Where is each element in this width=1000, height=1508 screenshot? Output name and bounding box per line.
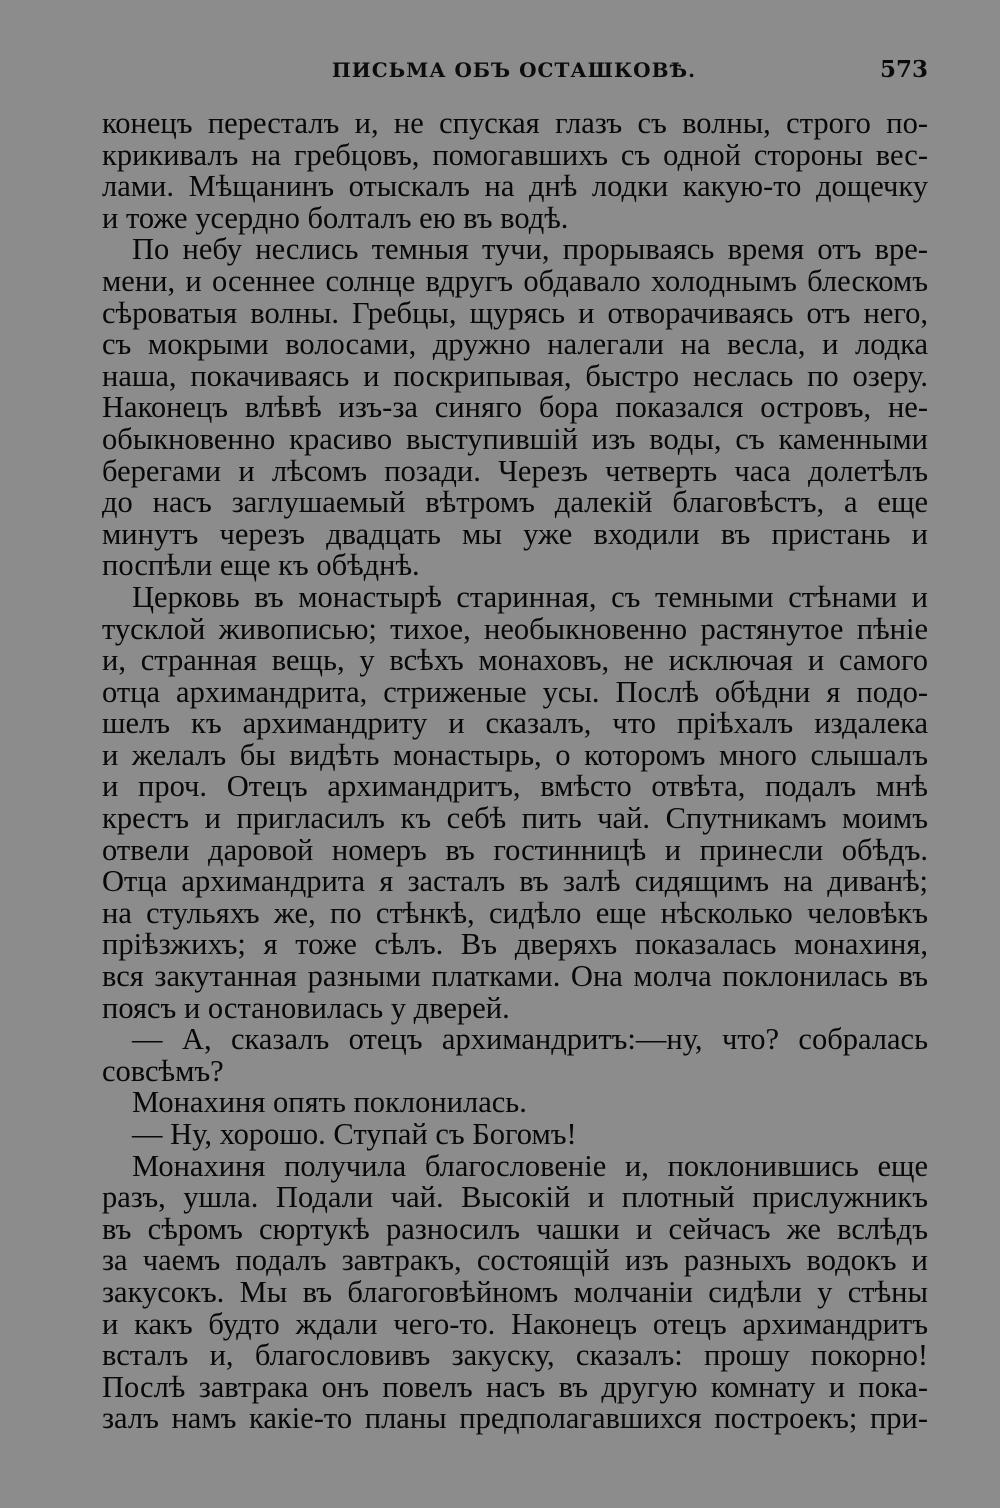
text-line: конецъ пересталъ и, не спуская глазъ съ волны, строго по- (102, 106, 928, 140)
text-line: разъ, ушла. Подали чай. Высокій и плотный прислужникъ (102, 1180, 928, 1215)
text-line: шелъ къ архимандриту и сказалъ, что пріѣхалъ издалека (102, 706, 928, 741)
text-line: поясъ и остановилась у дверей. (102, 990, 510, 1025)
text-line: на стульяхъ же, по стѣнкѣ, сидѣло еще нѣсколько человѣкъ (102, 895, 928, 930)
page-number: 573 (879, 56, 928, 83)
text-line: — Ну, хорошо. Ступай съ Богомъ! (132, 1117, 577, 1151)
running-title: ПИСЬМА ОБЪ ОСТАШКОВѢ. (331, 58, 697, 82)
text-line: обыкновенно красиво выступившій изъ воды, съ каменными (102, 421, 928, 456)
text-line: крикивалъ на гребцовъ, помогавшихъ съ одной стороны вес- (102, 137, 928, 172)
text-line: отвели даровой номеръ въ гостинницѣ и принесли обѣдъ. (102, 832, 928, 867)
text-line: за чаемъ подалъ завтракъ, состоящій изъ разныхъ водокъ и (102, 1243, 928, 1278)
text-line: всталъ и, благословивъ закуску, сказалъ: прошу покорно! (102, 1338, 928, 1373)
text-line: Монахиня получила благословеніе и, поклонившись еще (132, 1148, 928, 1183)
body-text (102, 108, 928, 1435)
text-line: и желалъ бы видѣть монастырь, о которомъ много слышалъ (102, 737, 928, 772)
text-line: сѣроватыя волны. Гребцы, щурясь и отворачиваясь отъ него, (102, 295, 928, 330)
text-line: и какъ будто ждали чего-то. Наконецъ отецъ архимандритъ (102, 1306, 928, 1341)
running-head (100, 54, 928, 88)
text-line: Отца архимандрита я засталъ въ залѣ сидящимъ на диванѣ; (102, 864, 928, 899)
text-line: Монахиня опять поклонилась. (132, 1085, 527, 1120)
text-line: Послѣ завтрака онъ повелъ насъ въ другую комнату и пока- (102, 1369, 928, 1404)
text-line: отца архимандрита, стриженые усы. Послѣ обѣдни я подо- (102, 674, 928, 709)
text-line: и, странная вещь, у всѣхъ монаховъ, не исключая и самого (102, 643, 928, 678)
text-line: закусокъ. Мы въ благоговѣйномъ молчаніи сидѣли у стѣны (102, 1274, 928, 1309)
text-line: тусклой живописью; тихое, необыкновенно растянутое пѣніе (102, 611, 928, 646)
text-line: мени, и осеннее солнце вдругъ обдавало холоднымъ блескомъ (102, 263, 928, 298)
text-line: съ мокрыми волосами, дружно налегали на весла, и лодка (102, 327, 928, 362)
text-line: Наконецъ влѣвѣ изъ-за синяго бора показался островъ, не- (102, 390, 928, 425)
text-line: берегами и лѣсомъ позади. Черезъ четверть часа долетѣлъ (102, 453, 928, 488)
text-line: залъ намъ какіе-то планы предполагавшихся построекъ; при- (102, 1401, 928, 1436)
text-line: и тоже усердно болталъ ею въ водѣ. (102, 200, 569, 235)
text-line: — А, сказалъ отецъ архимандритъ:—ну, что? собралась (132, 1022, 928, 1057)
text-line: и проч. Отецъ архимандритъ, вмѣсто отвѣта, подалъ мнѣ (102, 769, 928, 804)
text-line: наша, покачиваясь и поскрипывая, быстро неслась по озеру. (102, 358, 928, 393)
text-line: въ сѣромъ сюртукѣ разносилъ чашки и сейчасъ же вслѣдъ (102, 1211, 928, 1246)
text-line: Церковь въ монастырѣ старинная, съ темными стѣнами и (132, 579, 928, 614)
text-line: пріѣзжихъ; я тоже сѣлъ. Въ дверяхъ показалась монахиня, (102, 927, 928, 962)
text-line: лами. Мѣщанинъ отыскалъ на днѣ лодки какую-то дощечку (102, 169, 928, 204)
text-line: минутъ черезъ двадцать мы уже входили въ пристань и (102, 516, 928, 551)
text-line: до насъ заглушаемый вѣтромъ далекій благовѣстъ, а еще (102, 485, 928, 520)
text-line: поспѣли еще къ обѣднѣ. (102, 548, 420, 583)
text-line: вся закутанная разными платками. Она молча поклонилась въ (102, 959, 928, 994)
text-line: крестъ и пригласилъ къ себѣ пить чай. Спутникамъ моимъ (102, 801, 928, 836)
text-line: совсѣмъ? (102, 1053, 224, 1088)
text-line: По небу неслись темныя тучи, прорываясь время отъ вре- (132, 232, 928, 267)
